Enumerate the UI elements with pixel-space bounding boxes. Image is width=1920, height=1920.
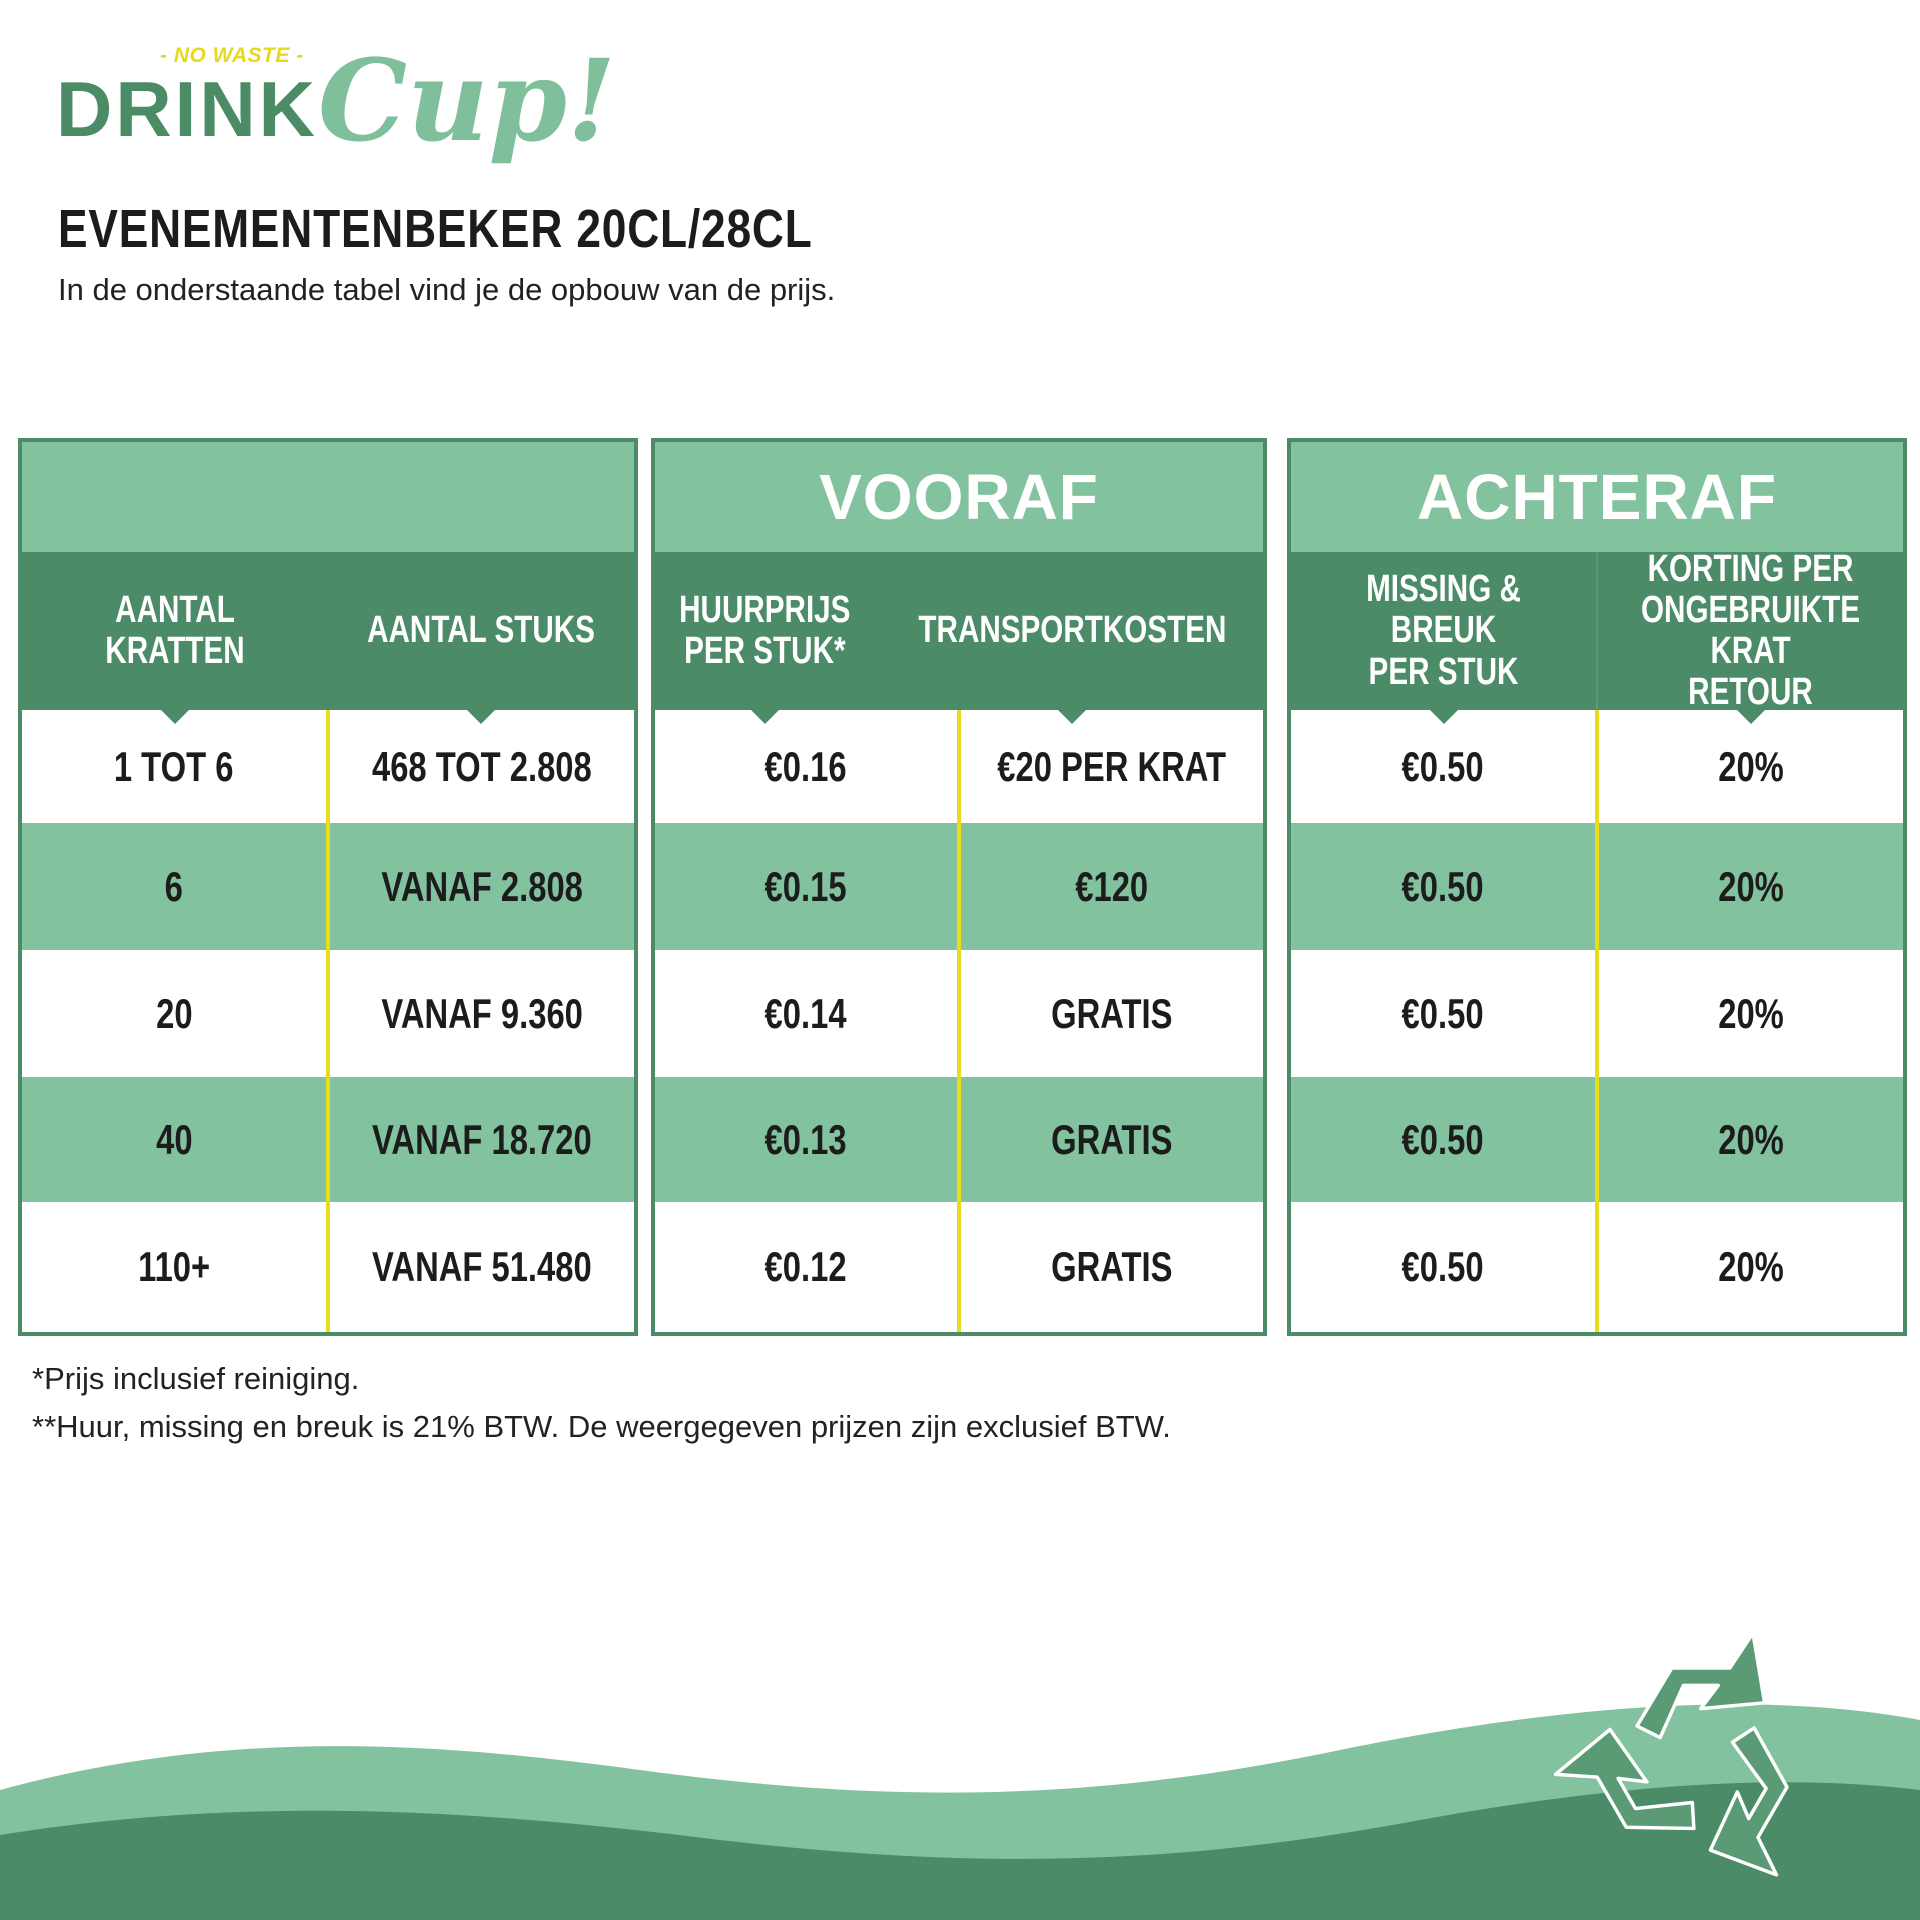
header-korting: KORTING PER ONGEBRUIKTE KRAT RETOUR [1598,552,1903,710]
page-title: EVENEMENTENBEKER 20CL/28CL [58,199,813,259]
table-row [655,710,1263,823]
cell-transport: GRATIS [1051,1115,1173,1163]
cell-transport: GRATIS [1051,1243,1173,1290]
table-row [1291,1077,1903,1202]
logo-word-cup: Cup! [318,36,617,167]
table-row [22,950,634,1077]
cell-transport: €120 [1075,862,1149,910]
table-row [1291,1202,1903,1332]
cell-korting: 20% [1718,989,1784,1037]
vooraf-header [655,552,1263,710]
achteraf-table [1287,438,1907,1336]
cell-huurprijs: €0.12 [655,1202,961,1332]
recycle-icon [1550,1610,1840,1900]
table-row [655,823,1263,950]
page-subtitle: In de onderstaande tabel vind je de opbouw van de prijs. [58,272,836,307]
cell-korting: 20% [1718,862,1784,910]
drinkcup-logo [56,28,617,178]
header-aantal-stuks: AANTAL STUKS [328,552,634,710]
cell-huurprijs: €0.14 [655,950,961,1077]
table-row [1291,823,1903,950]
footnotes [32,1355,1171,1451]
table-row [22,1202,634,1332]
cell-missing: €0.50 [1291,950,1599,1077]
cell-missing: €0.50 [1291,710,1599,823]
logo-tagline: - NO WASTE - [160,44,304,67]
cell-missing: €0.50 [1291,823,1599,950]
table-row [22,710,634,823]
vooraf-table [651,438,1267,1336]
quantity-table [18,438,638,1336]
table-row [22,823,634,950]
table-row [655,950,1263,1077]
header-aantal-kratten: AANTAL KRATTEN [22,552,328,710]
quantity-band [22,442,634,552]
logo-word-drink: DRINK [56,65,318,153]
table-row [655,1077,1263,1202]
cell-stuks: 468 TOT 2.808 [372,742,592,790]
cell-missing: €0.50 [1291,1202,1599,1332]
header-transportkosten: TRANSPORTKOSTEN [875,552,1267,710]
achteraf-title: ACHTERAF [1291,442,1903,552]
cell-kratten: 1 TOT 6 [22,710,330,823]
cell-missing: €0.50 [1291,1077,1599,1202]
table-row [655,1202,1263,1332]
header-missing-breuk: MISSING & BREUK PER STUK [1291,552,1598,710]
achteraf-header [1291,547,1903,714]
cell-transport: GRATIS [1051,989,1173,1037]
cell-stuks: VANAF 2.808 [381,862,583,910]
table-row [1291,950,1903,1077]
table-row [22,1077,634,1202]
cell-stuks: VANAF 9.360 [381,989,583,1037]
footnote-cleaning: *Prijs inclusief reiniging. [32,1361,360,1396]
cell-kratten: 6 [22,823,330,950]
cell-huurprijs: €0.13 [655,1077,961,1202]
cell-stuks: VANAF 18.720 [372,1115,592,1163]
cell-kratten: 20 [22,950,330,1077]
cell-kratten: 110+ [22,1202,330,1332]
quantity-header [22,552,634,710]
footnote-vat: **Huur, missing en breuk is 21% BTW. De weergegeven prijzen zijn exclusief BTW. [32,1409,1171,1444]
header-huurprijs: HUURPRIJS PER STUK* [655,552,875,710]
cell-stuks: VANAF 51.480 [372,1243,592,1290]
cell-korting: 20% [1718,1115,1784,1163]
cell-kratten: 40 [22,1077,330,1202]
vooraf-title: VOORAF [655,442,1263,552]
table-row [1291,710,1903,823]
cell-huurprijs: €0.16 [655,710,961,823]
cell-huurprijs: €0.15 [655,823,961,950]
cell-transport: €20 PER KRAT [997,742,1227,790]
cell-korting: 20% [1718,1243,1784,1290]
cell-korting: 20% [1718,742,1784,790]
